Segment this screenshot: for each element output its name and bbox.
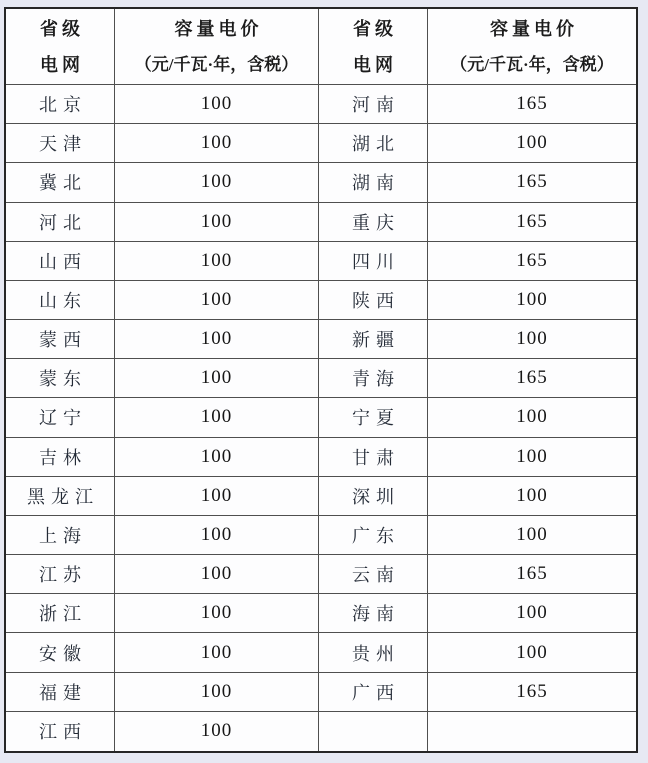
- grid-name-cell: 江苏: [6, 555, 115, 594]
- price-cell: 100: [115, 359, 319, 398]
- price-cell: 165: [428, 163, 636, 202]
- price-cell: 100: [115, 438, 319, 477]
- grid-name-cell: 浙江: [6, 594, 115, 633]
- price-cell: 165: [428, 85, 636, 124]
- grid-name-cell: 北京: [6, 85, 115, 124]
- grid-name-cell: 吉林: [6, 438, 115, 477]
- header-capacity-price-unit: （元/千瓦·年，含税）: [450, 55, 614, 74]
- price-cell: 100: [115, 398, 319, 437]
- grid-name-cell: 广东: [319, 516, 428, 555]
- price-cell: 165: [428, 359, 636, 398]
- price-cell: 100: [428, 633, 636, 672]
- price-cell: 165: [428, 555, 636, 594]
- header-province-grid-label-line1: 省级: [40, 18, 84, 39]
- grid-name-cell: 福建: [6, 673, 115, 712]
- price-cell: 100: [115, 712, 319, 751]
- header-cell-capacity-price-left: [115, 9, 319, 85]
- grid-name-cell: 河北: [6, 203, 115, 242]
- price-cell: 100: [428, 398, 636, 437]
- capacity-price-table: [4, 7, 638, 753]
- header-cell-province-grid-left: [6, 9, 115, 85]
- price-cell: 165: [428, 673, 636, 712]
- grid-name-cell: 青海: [319, 359, 428, 398]
- price-cell: 100: [115, 242, 319, 281]
- grid-name-cell: 新疆: [319, 320, 428, 359]
- header-province-grid-label-line1: 省级: [353, 18, 397, 39]
- header-province-grid-label-line2: 电网: [40, 54, 84, 75]
- header-capacity-price-label: 容量电价: [490, 19, 578, 39]
- price-cell: 100: [428, 477, 636, 516]
- price-cell: 100: [428, 516, 636, 555]
- price-cell: 100: [115, 673, 319, 712]
- price-cell: 165: [428, 203, 636, 242]
- grid-name-cell: 云南: [319, 555, 428, 594]
- price-cell: 100: [428, 281, 636, 320]
- price-cell: 100: [115, 203, 319, 242]
- grid-name-cell: 四川: [319, 242, 428, 281]
- grid-name-cell: 陕西: [319, 281, 428, 320]
- price-cell: 100: [115, 594, 319, 633]
- price-cell: 100: [428, 438, 636, 477]
- grid-name-cell: 辽宁: [6, 398, 115, 437]
- header-capacity-price-label: 容量电价: [174, 19, 263, 39]
- grid-name-cell: 河南: [319, 85, 428, 124]
- grid-name-cell: 重庆: [319, 203, 428, 242]
- price-cell: 165: [428, 242, 636, 281]
- header-cell-capacity-price-right: [428, 9, 636, 85]
- grid-name-cell: [319, 712, 428, 751]
- header-province-grid-label-line2: 电网: [353, 54, 397, 75]
- grid-name-cell: 安徽: [6, 633, 115, 672]
- price-cell: 100: [115, 124, 319, 163]
- grid-name-cell: 上海: [6, 516, 115, 555]
- grid-name-cell: 贵州: [319, 633, 428, 672]
- price-cell: 100: [428, 124, 636, 163]
- price-cell: [428, 712, 636, 751]
- grid-name-cell: 山东: [6, 281, 115, 320]
- grid-name-cell: 天津: [6, 124, 115, 163]
- grid-name-cell: 山西: [6, 242, 115, 281]
- price-cell: 100: [115, 555, 319, 594]
- grid-name-cell: 湖南: [319, 163, 428, 202]
- grid-name-cell: 蒙东: [6, 359, 115, 398]
- grid-name-cell: 甘肃: [319, 438, 428, 477]
- price-cell: 100: [115, 477, 319, 516]
- grid-name-cell: 湖北: [319, 124, 428, 163]
- grid-name-cell: 海南: [319, 594, 428, 633]
- price-cell: 100: [115, 163, 319, 202]
- grid-name-cell: 黑龙江: [6, 477, 115, 516]
- price-cell: 100: [115, 281, 319, 320]
- price-cell: 100: [115, 85, 319, 124]
- grid-name-cell: 江西: [6, 712, 115, 751]
- grid-name-cell: 宁夏: [319, 398, 428, 437]
- price-cell: 100: [115, 320, 319, 359]
- price-cell: 100: [428, 320, 636, 359]
- price-cell: 100: [428, 594, 636, 633]
- price-cell: 100: [115, 633, 319, 672]
- grid-name-cell: 深圳: [319, 477, 428, 516]
- grid-name-cell: 蒙西: [6, 320, 115, 359]
- header-cell-province-grid-right: [319, 9, 428, 85]
- header-capacity-price-unit: （元/千瓦·年，含税）: [134, 55, 299, 74]
- grid-name-cell: 冀北: [6, 163, 115, 202]
- price-cell: 100: [115, 516, 319, 555]
- grid-name-cell: 广西: [319, 673, 428, 712]
